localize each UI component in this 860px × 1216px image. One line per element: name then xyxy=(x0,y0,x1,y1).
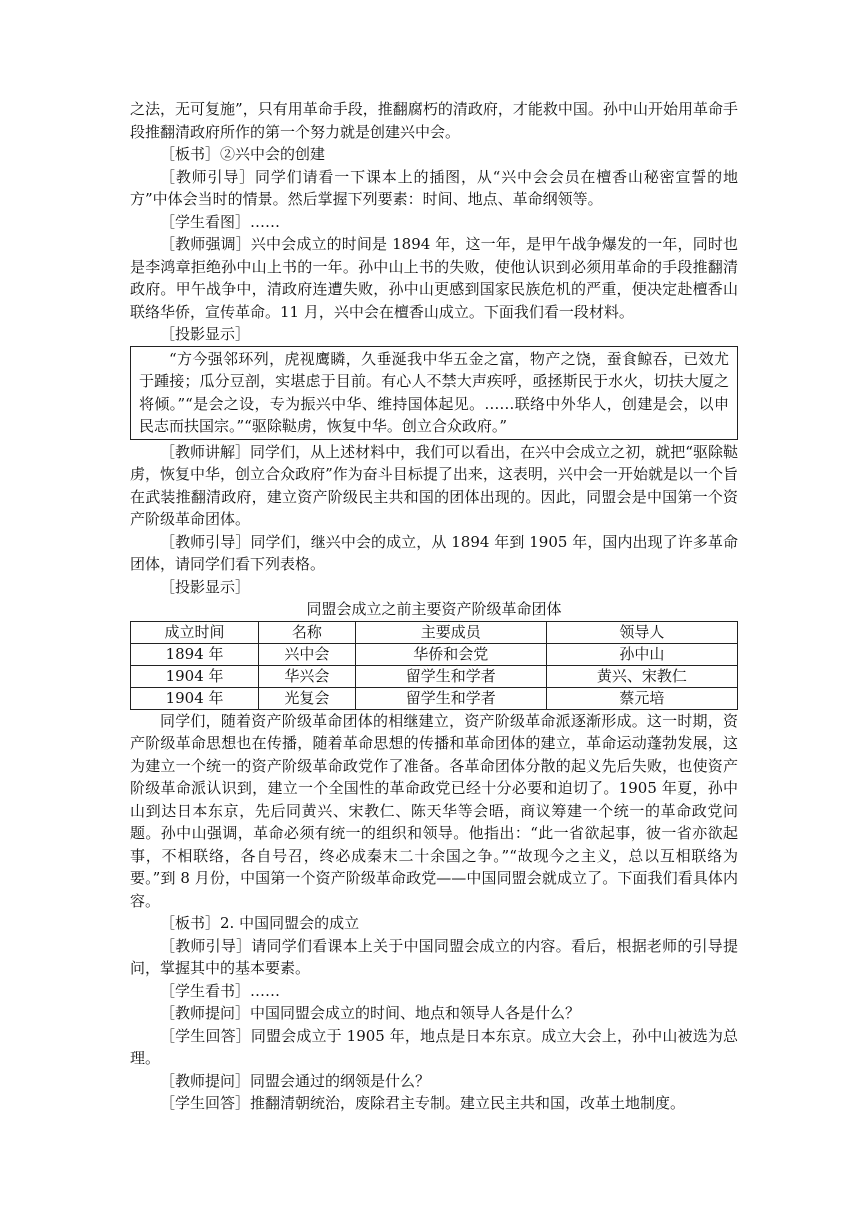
table-header-cell: 名称 xyxy=(259,621,356,643)
table-cell: 1904 年 xyxy=(131,665,259,687)
table-cell: 光复会 xyxy=(259,687,356,709)
paragraph: ［板书］②兴中会的创建 xyxy=(160,145,326,163)
table-cell: 留学生和学者 xyxy=(355,687,546,709)
paragraph: ［教师提问］中国同盟会成立的时间、地点和领导人各是什么？ xyxy=(160,1004,581,1022)
paragraph: ［学生看书］…… xyxy=(160,981,281,1000)
paragraph: ［板书］2. 中国同盟会的成立 xyxy=(160,914,360,932)
table-caption: 同盟会成立之前主要资产阶级革命团体 xyxy=(306,600,562,618)
paragraph: ［教师强调］兴中会成立的时间是 1894 年，这一年，是甲午战争爆发的一年，同时也是李鸿章拒绝孙中山上书的一年。孙中山上书的失败，使他认识到必须用革命的手段推翻清政府。甲午战争中，清政府连遭失败，孙中山更感到国家民族危机的严重，便决定赴檀香山联络华侨，宣传革命。11 月，兴中会在檀香山成立。下面我们看一段材料。 xyxy=(130,235,738,321)
table-header-cell: 领导人 xyxy=(546,621,737,643)
paragraph: ［教师讲解］同学们，从上述材料中，我们可以看出，在兴中会成立之初，就把“驱除鞑虏，恢复中华，创立合众政府”作为奋斗目标提了出来，这表明，兴中会一开始就是以一个旨在武装推翻清政府，建立资产阶级民主共和国的团体出现的。因此，同盟会是中国第一个资产阶级革命团体。 xyxy=(130,442,738,528)
table-cell: 兴中会 xyxy=(259,643,356,665)
paragraph: ［学生回答］推翻清朝统治，废除君主专制。建立民主共和国，改革土地制度。 xyxy=(160,1094,686,1112)
quote-text: “方今强邻环列，虎视鹰瞵，久垂涎我中华五金之富，物产之饶，蚕食鲸吞，已效尤于踵接；瓜分豆剖，实堪虑于目前。有心人不禁大声疾呼，亟拯斯民于水火，切扶大厦之将倾。”“是会之设，专为振兴中华、维持国体起见。……联络中外华人，创建是会，以申民志而扶国宗。”“驱除鞑虏，恢复中华。创立合众政府。” xyxy=(139,349,729,435)
paragraph: ［教师引导］同学们请看一下课本上的插图，从“兴中会会员在檀香山秘密宣誓的地方”中体会当时的情景。然后掌握下列要素：时间、地点、革命纲领等。 xyxy=(130,167,738,208)
paragraph: ［教师提问］同盟会通过的纲领是什么？ xyxy=(160,1071,431,1090)
paragraph: ［学生回答］同盟会成立于 1905 年，地点是日本东京。成立大会上，孙中山被选为总理。 xyxy=(130,1026,738,1067)
paragraph: ［投影显示］ xyxy=(160,325,251,343)
table-cell: 黄兴、宋教仁 xyxy=(546,665,737,687)
paragraph: 同学们，随着资产阶级革命团体的相继建立，资产阶级革命派逐渐形成。这一时期，资产阶级革命思想也在传播，随着革命思想的传播和革命团体的建立，革命运动蓬勃发展，这为建立一个统一的资产阶级革命政党作了准备。各革命团体分散的起义先后失败，也使资产阶级革命派认识到，建立一个全国性的革命政党已经十分必要和迫切了。1905 年夏，孙中山到达日本东京，先后同黄兴、宋教仁、陈天华等会晤，商议筹建一个统一的革命政党问题。孙中山强调，革命必须有统一的组织和领导。他指出：“此一省欲起事，彼一省亦欲起事，不相联络，各自号召，终必成秦末二十余国之争。”“故现今之主义，总以互相联络为要。”到 8 月份，中国第一个资产阶级革命政党——中国同盟会就成立了。下面我们看具体内容。 xyxy=(130,711,738,910)
revolutionary-groups-table xyxy=(130,621,738,710)
table-cell: 蔡元培 xyxy=(546,687,737,709)
document-page xyxy=(130,98,738,1115)
table-cell: 华兴会 xyxy=(259,665,356,687)
paragraph: ［学生看图］…… xyxy=(160,212,281,231)
table-cell: 1904 年 xyxy=(131,687,259,709)
table-row xyxy=(131,643,738,665)
table-cell: 华侨和会党 xyxy=(355,643,546,665)
table-header-cell: 主要成员 xyxy=(355,621,546,643)
table-cell: 1894 年 xyxy=(131,643,259,665)
paragraph: ［教师引导］同学们，继兴中会的成立，从 1894 年到 1905 年，国内出现了许多革命团体，请同学们看下列表格。 xyxy=(130,532,738,573)
paragraph: 之法，无可复施”，只有用革命手段，推翻腐朽的清政府，才能救中国。孙中山开始用革命手段推翻清政府所作的第一个努力就是创建兴中会。 xyxy=(130,100,738,141)
paragraph: ［投影显示］ xyxy=(160,577,251,596)
table-cell: 留学生和学者 xyxy=(355,665,546,687)
paragraph: ［教师引导］请同学们看课本上关于中国同盟会成立的内容。看后，根据老师的引导提问，掌握其中的基本要素。 xyxy=(130,936,738,977)
table-row xyxy=(131,665,738,687)
table-row xyxy=(131,687,738,709)
table-cell: 孙中山 xyxy=(546,643,737,665)
quote-box xyxy=(130,346,738,440)
table-header-cell: 成立时间 xyxy=(131,621,259,643)
table-header-row xyxy=(131,621,738,643)
